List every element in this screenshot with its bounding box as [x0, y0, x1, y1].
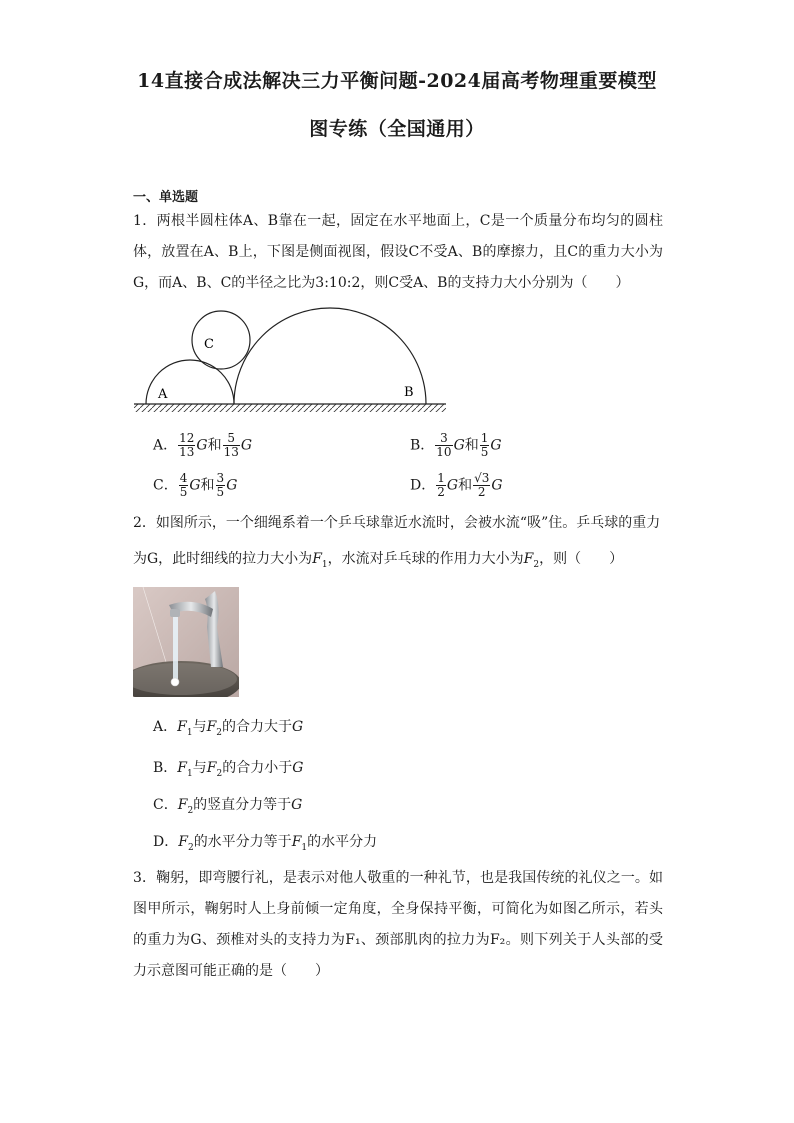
section-heading: 一、单选题 [133, 190, 199, 205]
q2-option-a[interactable]: A．$F_1$与$F_2$的合力大于G [153, 719, 304, 738]
ground-hatching [134, 404, 446, 412]
fraction: $\frac{1}{5}$ [480, 431, 489, 459]
fraction: $\frac{3}{5}$ [216, 471, 225, 499]
circle-c [192, 311, 250, 369]
faucet-illustration [133, 587, 239, 697]
fraction: $\frac{5}{13}$ [223, 431, 239, 459]
faucet-photo [133, 587, 239, 697]
label-c: C [204, 337, 214, 352]
label-a: A [158, 387, 168, 402]
semicircles-figure [134, 306, 448, 414]
q1-option-d[interactable]: D． $\frac{1}{2}$ G和 $\frac{√3}{2}$ G [410, 471, 503, 499]
fraction: $\frac{3}{10}$ [436, 431, 452, 459]
q1-option-c[interactable]: C． $\frac{4}{5}$ G和 $\frac{3}{5}$ G [153, 471, 238, 499]
question-1-text: 1．两根半圆柱体A、B靠在一起，固定在水平地面上，C是一个质量分布均匀的圆柱体，放置在A、B上，下图是侧面视图，假设C不受A、B的摩擦力，且C的重力大小为G，而A、B、C的半径之比为3:10:2，则C受A、B的支持力大小分别为（ ） [133, 213, 663, 291]
fraction: $\frac{12}{13}$ [179, 431, 195, 459]
q1-option-a[interactable]: A． $\frac{12}{13}$ G和 $\frac{5}{13}$ G [153, 431, 253, 459]
question-2-line1: 2．如图所示，一个细绳系着一个乒乓球靠近水流时，会被水流“吸”住。乒乓球的重力 [133, 515, 661, 531]
fraction: $\frac{√3}{2}$ [474, 471, 490, 499]
fraction: $\frac{4}{5}$ [179, 471, 188, 499]
fraction: $\frac{1}{2}$ [437, 471, 445, 499]
doc-title-line2: 图专练（全国通用） [309, 118, 485, 140]
q2-option-b[interactable]: B．$F_1$与$F_2$的合力小于G [153, 760, 304, 779]
label-b: B [404, 385, 414, 400]
q1-option-b[interactable]: B． $\frac{3}{10}$ G和 $\frac{1}{5}$ G [410, 431, 502, 459]
doc-title-line1: 14直接合成法解决三力平衡问题-2024届高考物理重要模型 [137, 70, 657, 92]
question-3-text: 3．鞠躬，即弯腰行礼，是表示对他人敬重的一种礼节，也是我国传统的礼仪之一。如图甲所示，鞠躬时人上身前倾一定角度，全身保持平衡，可简化为如图乙所示，若头的重力为G、颈椎对头的支持力为F₁、颈部肌肉的拉力为F₂。则下列关于人头部的受力示意图可能正确的是（ ） [133, 870, 663, 979]
question-2-line2: 为G，此时细线的拉力大小为$F_1$，水流对乒乓球的作用力大小为$F_2$，则（ ） [133, 551, 624, 570]
semicircle-b [234, 308, 426, 404]
q2-option-d[interactable]: D．$F_2$的水平分力等于$F_1$的水平分力 [153, 834, 378, 853]
q2-option-c[interactable]: C．$F_2$的竖直分力等于G [153, 797, 303, 816]
